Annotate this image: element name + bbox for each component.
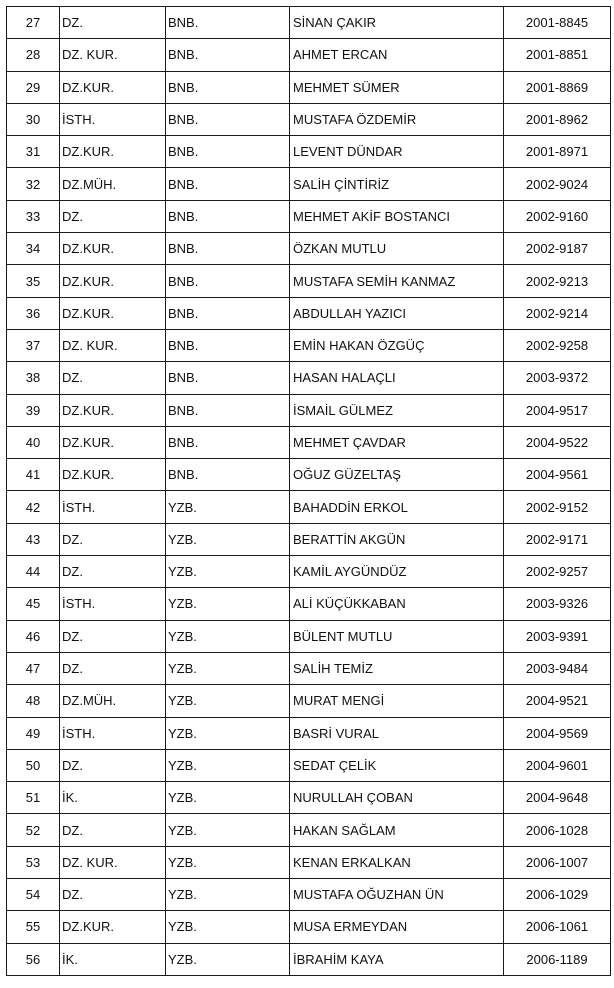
branch-cell: İSTH. — [60, 717, 166, 749]
branch-cell: DZ.KUR. — [60, 136, 166, 168]
table-row — [7, 362, 611, 394]
rank-cell: BNB. — [166, 7, 290, 39]
registry-number-cell: 2001-8869 — [504, 71, 611, 103]
table-row — [7, 556, 611, 588]
branch-cell: İSTH. — [60, 491, 166, 523]
full-name-cell: AHMET ERCAN — [290, 39, 504, 71]
rank-cell: BNB. — [166, 168, 290, 200]
table-row — [7, 685, 611, 717]
rank-cell: YZB. — [166, 846, 290, 878]
full-name-cell: LEVENT DÜNDAR — [290, 136, 504, 168]
rank-cell: YZB. — [166, 782, 290, 814]
table-row — [7, 103, 611, 135]
registry-number-cell: 2002-9171 — [504, 523, 611, 555]
branch-cell: DZ. — [60, 200, 166, 232]
rank-cell: BNB. — [166, 136, 290, 168]
full-name-cell: MURAT MENGİ — [290, 685, 504, 717]
full-name-cell: KAMİL AYGÜNDÜZ — [290, 556, 504, 588]
table-row — [7, 459, 611, 491]
registry-number-cell: 2004-9517 — [504, 394, 611, 426]
row-number-cell: 39 — [7, 394, 60, 426]
row-number-cell: 35 — [7, 265, 60, 297]
full-name-cell: MUSTAFA ÖZDEMİR — [290, 103, 504, 135]
full-name-cell: BASRİ VURAL — [290, 717, 504, 749]
full-name-cell: BAHADDİN ERKOL — [290, 491, 504, 523]
row-number-cell: 34 — [7, 233, 60, 265]
table-row — [7, 814, 611, 846]
row-number-cell: 54 — [7, 879, 60, 911]
table-row — [7, 749, 611, 781]
row-number-cell: 31 — [7, 136, 60, 168]
registry-number-cell: 2006-1029 — [504, 879, 611, 911]
row-number-cell: 37 — [7, 329, 60, 361]
row-number-cell: 36 — [7, 297, 60, 329]
rank-cell: YZB. — [166, 879, 290, 911]
rank-cell: YZB. — [166, 749, 290, 781]
registry-number-cell: 2001-8851 — [504, 39, 611, 71]
full-name-cell: İSMAİL GÜLMEZ — [290, 394, 504, 426]
table-row — [7, 943, 611, 975]
table-row — [7, 7, 611, 39]
row-number-cell: 28 — [7, 39, 60, 71]
table-row — [7, 265, 611, 297]
row-number-cell: 38 — [7, 362, 60, 394]
registry-number-cell: 2002-9152 — [504, 491, 611, 523]
full-name-cell: MUSTAFA SEMİH KANMAZ — [290, 265, 504, 297]
rank-cell: YZB. — [166, 523, 290, 555]
table-row — [7, 297, 611, 329]
registry-number-cell: 2006-1061 — [504, 911, 611, 943]
rank-cell: YZB. — [166, 717, 290, 749]
branch-cell: DZ.KUR. — [60, 265, 166, 297]
branch-cell: DZ. — [60, 362, 166, 394]
row-number-cell: 42 — [7, 491, 60, 523]
rank-cell: BNB. — [166, 200, 290, 232]
full-name-cell: BÜLENT MUTLU — [290, 620, 504, 652]
full-name-cell: KENAN ERKALKAN — [290, 846, 504, 878]
rank-cell: BNB. — [166, 103, 290, 135]
branch-cell: DZ.KUR. — [60, 426, 166, 458]
registry-number-cell: 2002-9214 — [504, 297, 611, 329]
row-number-cell: 46 — [7, 620, 60, 652]
table-row — [7, 136, 611, 168]
row-number-cell: 32 — [7, 168, 60, 200]
full-name-cell: MEHMET SÜMER — [290, 71, 504, 103]
row-number-cell: 30 — [7, 103, 60, 135]
registry-number-cell: 2003-9484 — [504, 652, 611, 684]
row-number-cell: 27 — [7, 7, 60, 39]
rank-cell: YZB. — [166, 491, 290, 523]
branch-cell: İK. — [60, 782, 166, 814]
rank-cell: BNB. — [166, 233, 290, 265]
registry-number-cell: 2003-9326 — [504, 588, 611, 620]
row-number-cell: 50 — [7, 749, 60, 781]
branch-cell: DZ.MÜH. — [60, 685, 166, 717]
branch-cell: İSTH. — [60, 103, 166, 135]
table-row — [7, 652, 611, 684]
table-row — [7, 782, 611, 814]
full-name-cell: MUSA ERMEYDAN — [290, 911, 504, 943]
registry-number-cell: 2006-1007 — [504, 846, 611, 878]
row-number-cell: 44 — [7, 556, 60, 588]
table-row — [7, 911, 611, 943]
table-row — [7, 168, 611, 200]
rank-cell: YZB. — [166, 620, 290, 652]
branch-cell: DZ. — [60, 523, 166, 555]
branch-cell: DZ.KUR. — [60, 71, 166, 103]
rank-cell: YZB. — [166, 943, 290, 975]
full-name-cell: ÖZKAN MUTLU — [290, 233, 504, 265]
table-row — [7, 200, 611, 232]
branch-cell: DZ. — [60, 652, 166, 684]
full-name-cell: SEDAT ÇELİK — [290, 749, 504, 781]
branch-cell: DZ. — [60, 7, 166, 39]
table-row — [7, 71, 611, 103]
table-row — [7, 329, 611, 361]
registry-number-cell: 2002-9187 — [504, 233, 611, 265]
registry-number-cell: 2001-8845 — [504, 7, 611, 39]
registry-number-cell: 2002-9024 — [504, 168, 611, 200]
row-number-cell: 52 — [7, 814, 60, 846]
row-number-cell: 40 — [7, 426, 60, 458]
row-number-cell: 47 — [7, 652, 60, 684]
branch-cell: DZ.KUR. — [60, 394, 166, 426]
row-number-cell: 48 — [7, 685, 60, 717]
branch-cell: DZ.KUR. — [60, 297, 166, 329]
table-row — [7, 846, 611, 878]
rank-cell: BNB. — [166, 39, 290, 71]
registry-number-cell: 2004-9601 — [504, 749, 611, 781]
branch-cell: DZ.KUR. — [60, 459, 166, 491]
registry-number-cell: 2002-9258 — [504, 329, 611, 361]
registry-number-cell: 2004-9521 — [504, 685, 611, 717]
full-name-cell: ABDULLAH YAZICI — [290, 297, 504, 329]
branch-cell: DZ. — [60, 620, 166, 652]
rank-cell: BNB. — [166, 362, 290, 394]
rank-cell: BNB. — [166, 329, 290, 361]
row-number-cell: 43 — [7, 523, 60, 555]
table-row — [7, 233, 611, 265]
full-name-cell: MEHMET ÇAVDAR — [290, 426, 504, 458]
registry-number-cell: 2006-1189 — [504, 943, 611, 975]
registry-number-cell: 2004-9648 — [504, 782, 611, 814]
registry-number-cell: 2003-9391 — [504, 620, 611, 652]
table-row — [7, 588, 611, 620]
registry-number-cell: 2003-9372 — [504, 362, 611, 394]
branch-cell: DZ. — [60, 879, 166, 911]
branch-cell: DZ. KUR. — [60, 846, 166, 878]
table-row — [7, 523, 611, 555]
registry-number-cell: 2004-9522 — [504, 426, 611, 458]
full-name-cell: SALİH TEMİZ — [290, 652, 504, 684]
rank-cell: BNB. — [166, 459, 290, 491]
rank-cell: YZB. — [166, 588, 290, 620]
full-name-cell: NURULLAH ÇOBAN — [290, 782, 504, 814]
full-name-cell: OĞUZ GÜZELTAŞ — [290, 459, 504, 491]
rank-cell: YZB. — [166, 685, 290, 717]
branch-cell: İSTH. — [60, 588, 166, 620]
rank-cell: BNB. — [166, 265, 290, 297]
rank-cell: BNB. — [166, 394, 290, 426]
full-name-cell: MUSTAFA OĞUZHAN ÜN — [290, 879, 504, 911]
registry-number-cell: 2006-1028 — [504, 814, 611, 846]
registry-number-cell: 2004-9561 — [504, 459, 611, 491]
branch-cell: DZ. KUR. — [60, 329, 166, 361]
row-number-cell: 51 — [7, 782, 60, 814]
registry-number-cell: 2001-8971 — [504, 136, 611, 168]
personnel-table — [6, 6, 611, 976]
branch-cell: DZ. — [60, 556, 166, 588]
rank-cell: BNB. — [166, 297, 290, 329]
rank-cell: BNB. — [166, 71, 290, 103]
full-name-cell: SİNAN ÇAKIR — [290, 7, 504, 39]
row-number-cell: 41 — [7, 459, 60, 491]
row-number-cell: 56 — [7, 943, 60, 975]
table-row — [7, 394, 611, 426]
table-row — [7, 39, 611, 71]
rank-cell: YZB. — [166, 911, 290, 943]
branch-cell: DZ.KUR. — [60, 911, 166, 943]
full-name-cell: İBRAHİM KAYA — [290, 943, 504, 975]
full-name-cell: HAKAN SAĞLAM — [290, 814, 504, 846]
row-number-cell: 33 — [7, 200, 60, 232]
registry-number-cell: 2002-9160 — [504, 200, 611, 232]
row-number-cell: 49 — [7, 717, 60, 749]
full-name-cell: ALİ KÜÇÜKKABAN — [290, 588, 504, 620]
branch-cell: DZ. — [60, 749, 166, 781]
row-number-cell: 53 — [7, 846, 60, 878]
row-number-cell: 29 — [7, 71, 60, 103]
branch-cell: DZ. KUR. — [60, 39, 166, 71]
rank-cell: YZB. — [166, 814, 290, 846]
branch-cell: DZ.KUR. — [60, 233, 166, 265]
full-name-cell: MEHMET AKİF BOSTANCI — [290, 200, 504, 232]
table-row — [7, 879, 611, 911]
table-row — [7, 620, 611, 652]
full-name-cell: SALİH ÇİNTİRİZ — [290, 168, 504, 200]
branch-cell: DZ.MÜH. — [60, 168, 166, 200]
full-name-cell: EMİN HAKAN ÖZGÜÇ — [290, 329, 504, 361]
table-row — [7, 717, 611, 749]
rank-cell: YZB. — [166, 652, 290, 684]
table-row — [7, 426, 611, 458]
branch-cell: DZ. — [60, 814, 166, 846]
row-number-cell: 45 — [7, 588, 60, 620]
row-number-cell: 55 — [7, 911, 60, 943]
personnel-table-body — [7, 7, 611, 976]
registry-number-cell: 2002-9257 — [504, 556, 611, 588]
registry-number-cell: 2002-9213 — [504, 265, 611, 297]
rank-cell: BNB. — [166, 426, 290, 458]
full-name-cell: HASAN HALAÇLI — [290, 362, 504, 394]
registry-number-cell: 2004-9569 — [504, 717, 611, 749]
rank-cell: YZB. — [166, 556, 290, 588]
registry-number-cell: 2001-8962 — [504, 103, 611, 135]
table-row — [7, 491, 611, 523]
full-name-cell: BERATTİN AKGÜN — [290, 523, 504, 555]
branch-cell: İK. — [60, 943, 166, 975]
